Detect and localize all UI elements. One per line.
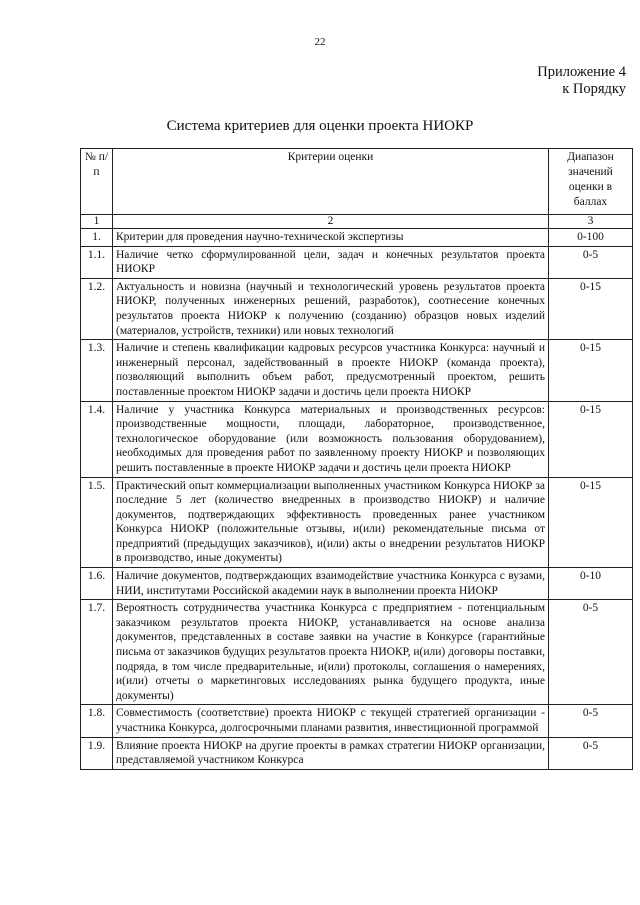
row-number: 1. [81, 229, 113, 247]
table-row [81, 246, 633, 278]
row-number: 1.1. [81, 246, 113, 278]
row-number: 1.6. [81, 568, 113, 600]
criterion-text: Наличие документов, подтверждающих взаимодействие участника Конкурса с вузами, НИИ, институтами Российской академии наук в выполнении проекта НИОКР [113, 568, 549, 600]
table-row [81, 278, 633, 339]
criterion-text: Наличие четко сформулированной цели, задач и конечных результатов проекта НИОКР [113, 246, 549, 278]
table-row [81, 477, 633, 568]
column-number: 1 [81, 215, 113, 229]
criterion-text: Вероятность сотрудничества участника Конкурса с предприятием - потенциальным заказчиком результатов проекта НИОКР, устанавливается на основе анализа документов, представленных в составе заявки на участие в Конкурсе (гарантийные письма от заказчиков будущих результатов проекта НИОКР, и(или) договоры поставки, подряда, в том числе предварительные, и(или) протоколы, соглашения о намерениях, и(или) отчеты о маркетинговых исследованиях рынка будущего продукта, иные документы) [113, 600, 549, 705]
criteria-table [80, 148, 633, 770]
header-criteria: Критерии оценки [113, 149, 549, 215]
table-row [81, 705, 633, 737]
score-range: 0-15 [549, 477, 633, 568]
criterion-text: Наличие и степень квалификации кадровых ресурсов участника Конкурса: научный и инженерный персонал, задействованный в проекте НИОКР (команда проекта), позволяющий выполнить объем работ, предусмотренный проектом, решить поставленные проектом НИОКР задачи и достичь цели проекта НИОКР [113, 340, 549, 401]
table-row [81, 340, 633, 401]
criterion-text: Наличие у участника Конкурса материальных и производственных ресурсов: производственные мощности, площади, лабораторное, производственное, технологическое оборудование (или возможность пользования оборудованием), необходимых для проведения работ по заявленному проекту НИОКР и позволяющих решить поставленные в проекте НИОКР задачи и достичь цели проекта НИОКР [113, 401, 549, 477]
score-range: 0-5 [549, 246, 633, 278]
criterion-text: Критерии для проведения научно-технической экспертизы [113, 229, 549, 247]
table-header-row [81, 149, 633, 215]
score-range: 0-5 [549, 705, 633, 737]
row-number: 1.2. [81, 278, 113, 339]
table-row [81, 600, 633, 705]
row-number: 1.5. [81, 477, 113, 568]
score-range: 0-5 [549, 737, 633, 769]
criterion-text: Актуальность и новизна (научный и технологический уровень результатов проекта НИОКР, полученных инженерных решений, разработок), соотнесение конечных результатов проекта НИОКР к получению (созданию) образцов новых изделий (материалов, устройств, техники) или новых технологий [113, 278, 549, 339]
column-number-row [81, 215, 633, 229]
table-row [81, 737, 633, 769]
criterion-text: Практический опыт коммерциализации выполненных участником Конкурса НИОКР за последние 5 лет (количество внедренных в производство НИОКР) и наличие документов, подтверждающих эффективность проведенных ранее участником Конкурса НИОКР (положительные отзывы, и(или) рекомендательные письма от предприятий (предыдущих заказчиков), и(или) акты о внедрении результатов НИОКР в производство, иные документы) [113, 477, 549, 568]
score-range: 0-5 [549, 600, 633, 705]
row-number: 1.7. [81, 600, 113, 705]
score-range: 0-15 [549, 340, 633, 401]
appendix-line-2: к Порядку [562, 81, 626, 97]
criterion-text: Влияние проекта НИОКР на другие проекты в рамках стратегии НИОКР организации, представляемой участником Конкурса [113, 737, 549, 769]
row-number: 1.9. [81, 737, 113, 769]
table-row [81, 401, 633, 477]
column-number: 3 [549, 215, 633, 229]
appendix-header [537, 64, 626, 98]
score-range: 0-15 [549, 401, 633, 477]
criterion-text: Совместимость (соответствие) проекта НИОКР с текущей стратегией организации - участника Конкурса, долгосрочными планами развития, инвестиционной программой [113, 705, 549, 737]
column-number: 2 [113, 215, 549, 229]
criteria-table-body [81, 229, 633, 770]
score-range: 0-15 [549, 278, 633, 339]
row-number: 1.3. [81, 340, 113, 401]
score-range: 0-10 [549, 568, 633, 600]
row-number: 1.4. [81, 401, 113, 477]
header-number: № п/п [81, 149, 113, 215]
document-title: Система критериев для оценки проекта НИОКР [166, 118, 474, 134]
header-range: Диапазон значений оценки в баллах [549, 149, 633, 215]
table-row [81, 568, 633, 600]
page-number: 22 [314, 36, 326, 48]
table-row [81, 229, 633, 247]
score-range: 0-100 [549, 229, 633, 247]
row-number: 1.8. [81, 705, 113, 737]
appendix-line-1: Приложение 4 [537, 64, 626, 80]
